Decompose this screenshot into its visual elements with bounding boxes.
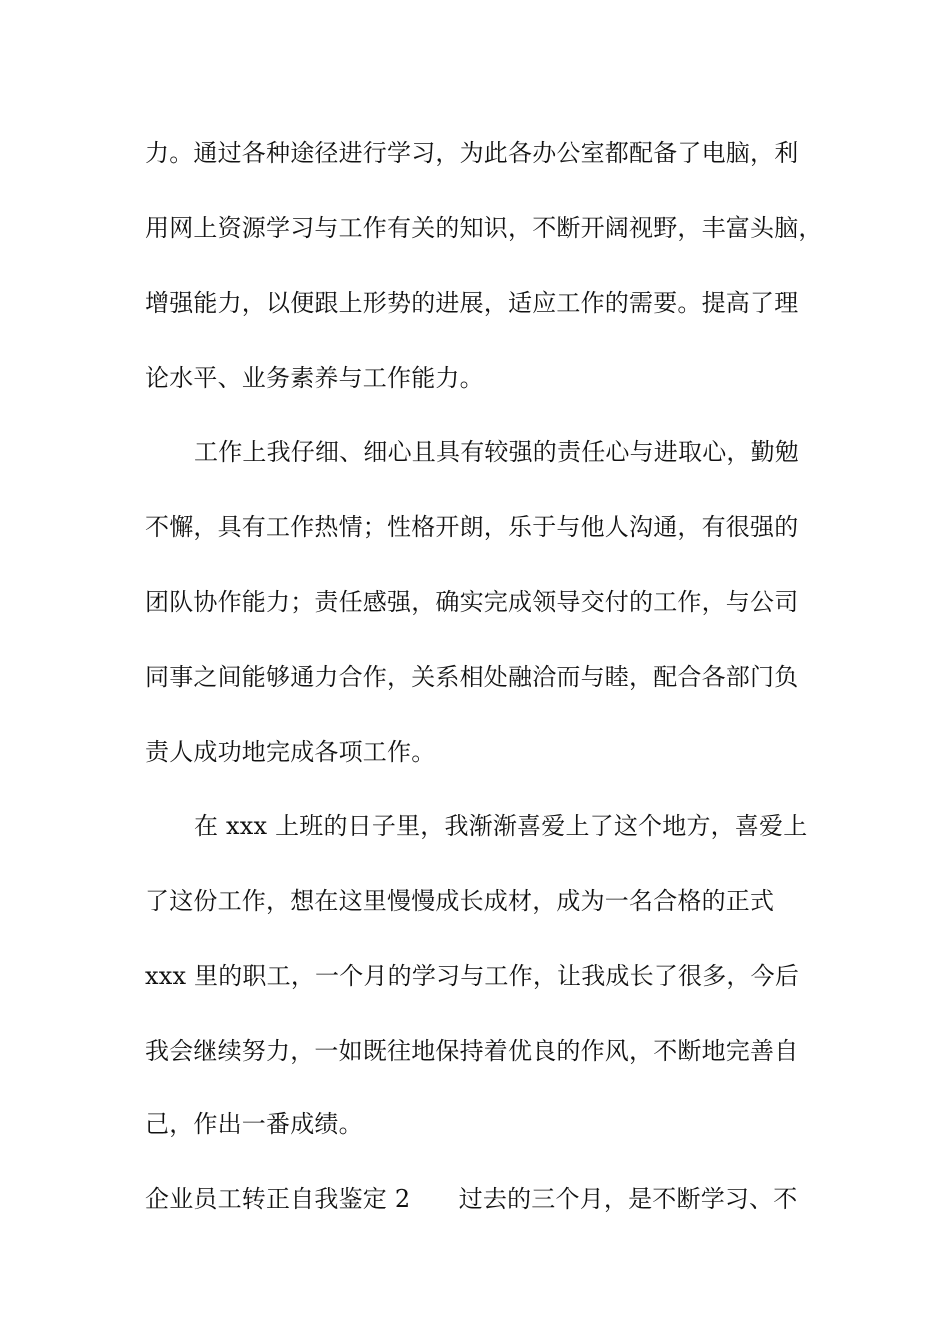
text-line: 力。通过各种途径进行学习，为此各办公室都配备了电脑，利 <box>145 139 799 167</box>
paragraph-first-line: 工作上我仔细、细心且具有较强的责任心与进取心，勤勉 <box>194 438 799 466</box>
text-line: 己，作出一番成绩。 <box>145 1110 363 1138</box>
paragraph-first-line: 在 xxx 上班的日子里，我渐渐喜爱上了这个地方，喜爱上 <box>194 812 808 840</box>
text-line: 不懈，具有工作热情；性格开朗，乐于与他人沟通，有很强的 <box>145 513 799 541</box>
text-line: 增强能力，以便跟上形势的进展，适应工作的需要。提高了理 <box>145 289 799 317</box>
text-line: 我会继续努力，一如既往地保持着优良的作风，不断地完善自 <box>145 1037 799 1065</box>
text-line: 团队协作能力；责任感强，确实完成领导交付的工作，与公司 <box>145 588 799 616</box>
text-line: 了这份工作，想在这里慢慢成长成材，成为一名合格的正式 <box>145 887 775 915</box>
text-line: 同事之间能够通力合作，关系相处融洽而与睦，配合各部门负 <box>145 663 799 691</box>
section-heading-line: 企业员工转正自我鉴定 2 过去的三个月，是不断学习、不 <box>145 1185 798 1213</box>
text-line: 用网上资源学习与工作有关的知识，不断开阔视野，丰富头脑， <box>145 214 823 242</box>
text-line: 论水平、业务素养与工作能力。 <box>145 364 484 392</box>
text-line: 责人成功地完成各项工作。 <box>145 738 436 766</box>
text-line: xxx 里的职工，一个月的学习与工作，让我成长了很多，今后 <box>145 962 800 990</box>
